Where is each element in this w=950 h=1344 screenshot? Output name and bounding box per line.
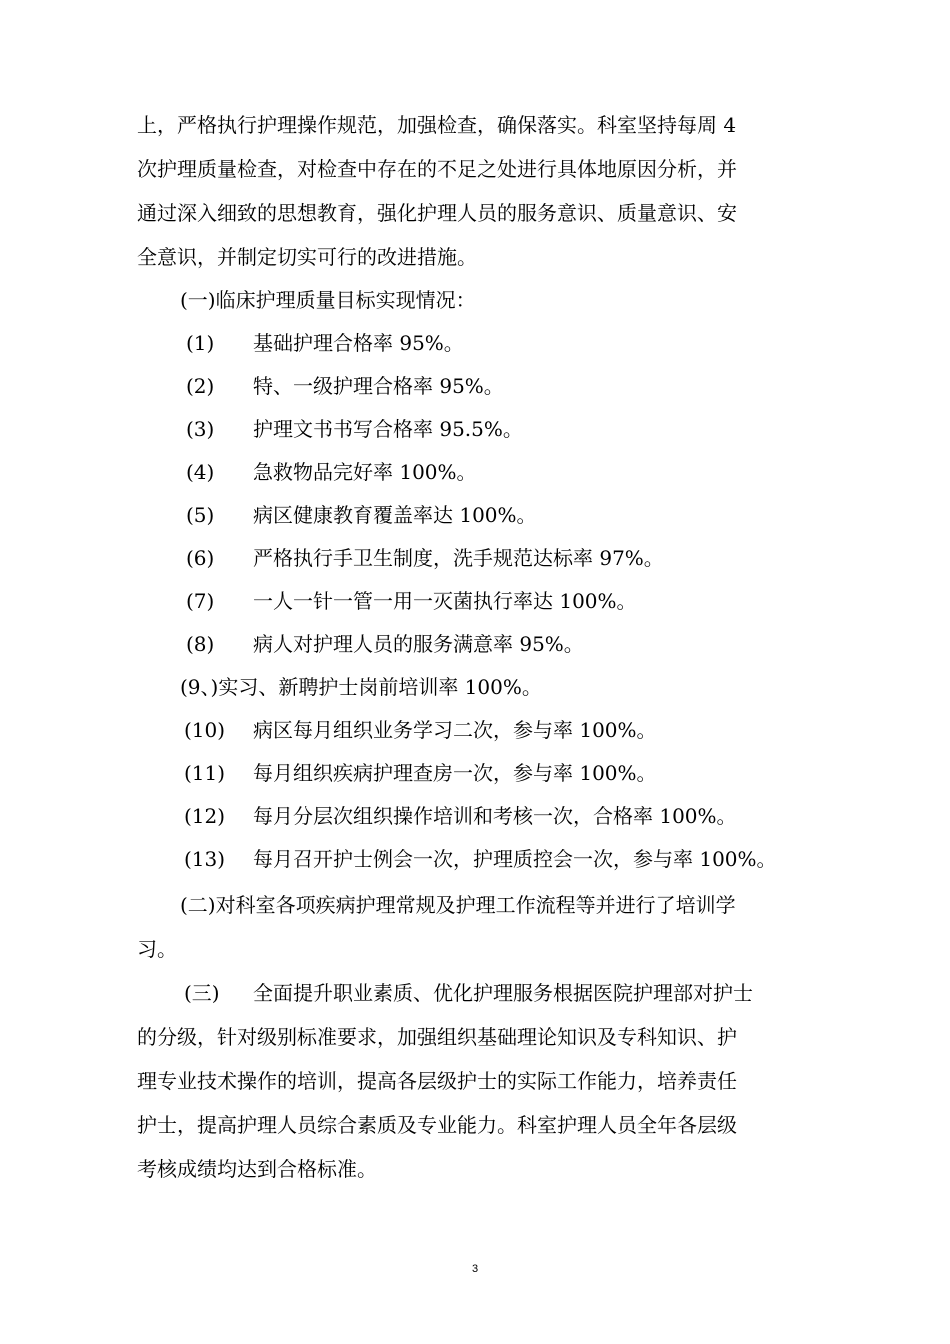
paragraph-line: 护士，提高护理人员综合素质及专业能力。科室护理人员全年各层级 xyxy=(137,1113,737,1137)
paragraph-line: 的分级，针对级别标准要求，加强组织基础理论知识及专科知识、护 xyxy=(137,1025,737,1049)
list-item-number: (2) xyxy=(186,374,215,398)
list-item-text: 病区每月组织业务学习二次，参与率 100%。 xyxy=(253,718,657,742)
list-item-text: 病人对护理人员的服务满意率 95%。 xyxy=(253,632,584,656)
paragraph-line: 理专业技术操作的培训，提高各层级护士的实际工作能力，培养责任 xyxy=(137,1069,737,1093)
list-item-text: 一人一针一管一用一灭菌执行率达 100%。 xyxy=(253,589,637,613)
list-item-text: 每月分层次组织操作培训和考核一次，合格率 100%。 xyxy=(253,804,737,828)
paragraph-line: 全面提升职业素质、优化护理服务根据医院护理部对护士 xyxy=(253,981,753,1005)
paragraph-line: 全意识，并制定切实可行的改进措施。 xyxy=(137,245,477,269)
paragraph-line: 上，严格执行护理操作规范，加强检查，确保落实。科室坚持每周 4 xyxy=(137,113,737,137)
list-item-text: 每月组织疾病护理查房一次，参与率 100%。 xyxy=(253,761,657,785)
list-item-number: (10) xyxy=(184,718,226,742)
list-item-text: 基础护理合格率 95%。 xyxy=(253,331,464,355)
paragraph-line: (二)对科室各项疾病护理常规及护理工作流程等并进行了培训学 xyxy=(180,893,736,917)
list-item-text: 严格执行手卫生制度，洗手规范达标率 97%。 xyxy=(253,546,664,570)
paragraph-line: 习。 xyxy=(137,937,177,961)
list-item-number: (11) xyxy=(184,761,226,785)
list-item-text: 每月召开护士例会一次，护理质控会一次，参与率 100%。 xyxy=(253,847,777,871)
list-item-text: 病区健康教育覆盖率达 100%。 xyxy=(253,503,537,527)
section-heading: (一)临床护理质量目标实现情况： xyxy=(180,288,476,312)
list-item-number: (12) xyxy=(184,804,226,828)
list-item-text: 护理文书书写合格率 95.5%。 xyxy=(253,417,523,441)
list-item-number: (8) xyxy=(186,632,215,656)
list-item-number: (13) xyxy=(184,847,226,871)
list-item-text: (9、)实习、新聘护士岗前培训率 100%。 xyxy=(180,675,542,699)
list-item-number: (3) xyxy=(186,417,215,441)
list-item-number: (5) xyxy=(186,503,215,527)
list-item-text: 特、一级护理合格率 95%。 xyxy=(253,374,504,398)
list-item-number: (6) xyxy=(186,546,215,570)
page-number: 3 xyxy=(471,1263,479,1275)
paragraph-line: 次护理质量检查，对检查中存在的不足之处进行具体地原因分析，并 xyxy=(137,157,737,181)
list-item-number: (1) xyxy=(186,331,215,355)
list-item-text: 急救物品完好率 100%。 xyxy=(253,460,477,484)
list-item-number: (7) xyxy=(186,589,215,613)
section-label: (三) xyxy=(184,981,220,1005)
paragraph-line: 通过深入细致的思想教育，强化护理人员的服务意识、质量意识、安 xyxy=(137,201,737,225)
list-item-number: (4) xyxy=(186,460,215,484)
paragraph-line: 考核成绩均达到合格标准。 xyxy=(137,1157,377,1181)
